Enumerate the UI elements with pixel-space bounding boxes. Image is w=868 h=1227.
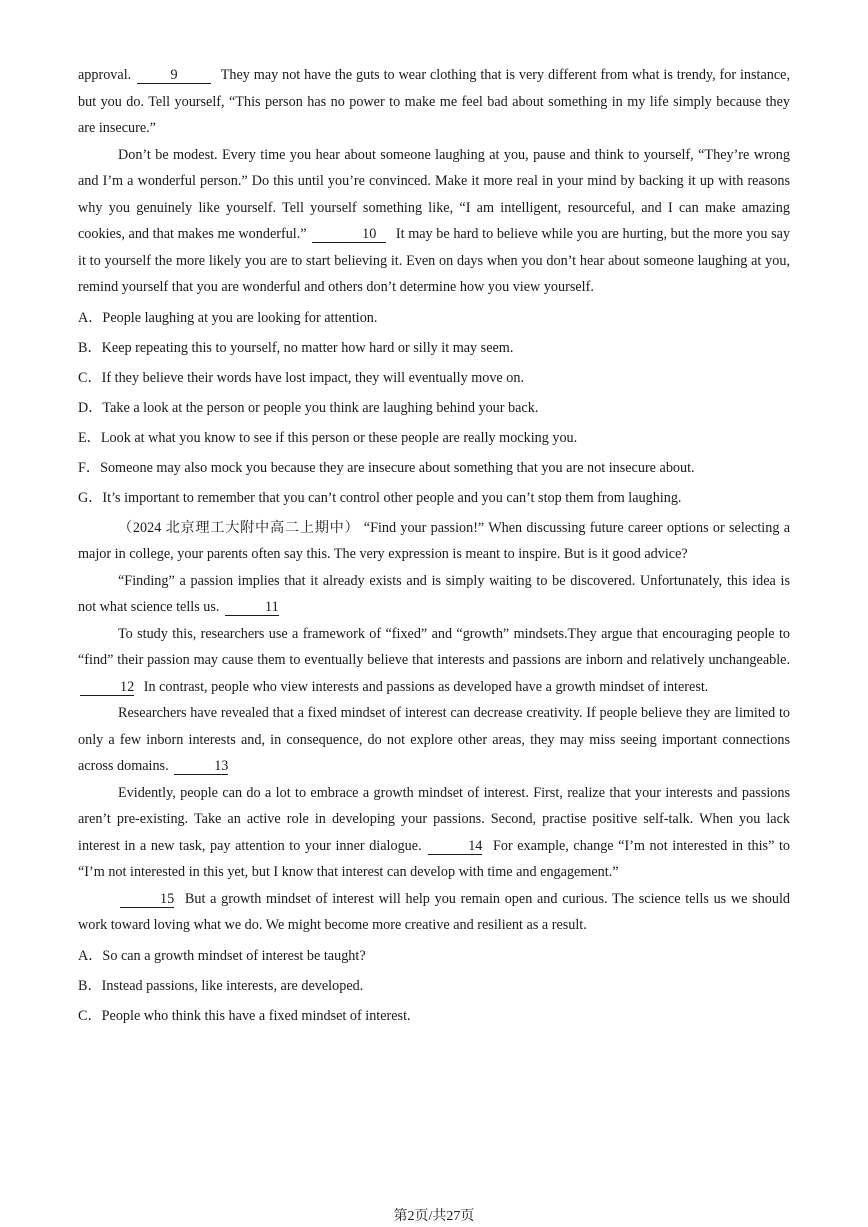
paragraph-text: But a growth mindset of interest will help you remain open and curious. The science tells us we should work toward loving what we do. We might become more creative and resilient as a result. [78,890,790,933]
paragraph-text: To study this, researchers use a framework of “fixed” and “growth” mindsets.They argue that encouraging people to “find” their passion may cause them to eventually believe that interests and passions are inborn and relatively unchangeable. [78,625,790,668]
paragraph-text: “Finding” a passion implies that it already exists and is simply waiting to be discovered. Unfortunately, this idea is not what science tells us. [78,572,790,615]
option-a: A．People laughing at you are looking for attention. [78,309,378,326]
blank-15: 15 [120,891,174,908]
blank-13: 13 [174,758,228,775]
paragraph [78,62,790,142]
option-b: B．Instead passions, like interests, are developed. [78,977,364,994]
paragraph-text: It may be hard to believe while you are hurting, but the more you say it to yourself the more likely you are to start believing it. Even on days when you don’t hear about someone laughing at you, remind yourself that you are wonderful and others don’t determine how you view yourself. [78,226,791,295]
option-f: F．Someone may also mock you because they are insecure about something that you are not insecure about. [78,459,695,476]
paragraph-text: Evidently, people can do a lot to embrace a growth mindset of interest. First, realize that your interests and passions aren’t pre-existing. Take an active role in developing your passions. Second, practise positive self-talk. When you lack interest in a new task, pay attention to your inner dialogue. [78,784,790,854]
paragraph-text: Researchers have revealed that a fixed mindset of interest can decrease creativity. If people believe they are limited to only a few inborn interests and, in consequence, do not explore other areas, they may miss seeing important connections across domains. [78,705,790,774]
paragraph [78,886,790,939]
paragraph-text: In contrast, people who view interests and passions as developed have a growth mindset of interest. [143,678,709,695]
paragraph [78,700,790,780]
option-c: C．People who think this have a fixed mindset of interest. [78,1007,411,1024]
blank-10: 10 [312,226,386,243]
paragraph-text: Don’t be modest. Every time you hear about someone laughing at you, pause and think to yourself, “They’re wrong and I’m a wonderful person.” Do this until you’re convinced. Make it more real in your mind by backing it up with reasons why you genuinely like yourself. Tell yourself something like, “I am intelligent, resourceful, and I can make amazing cookies, and that makes me wonderful.” [78,146,790,242]
paragraph-text: They may not have the guts to wear clothing that is very different from what is trendy, for instance, but you do. Tell yourself, “This person has no power to make me feel bad about something in my life simply because they are insecure.” [78,67,790,136]
option-d: D．Take a look at the person or people you think are laughing behind your back. [78,399,539,416]
paragraph [78,142,790,301]
option-b: B．Keep repeating this to yourself, no matter how hard or silly it may seem. [78,339,514,356]
paragraph [78,780,790,886]
document-page [78,62,790,1031]
blank-11: 11 [225,599,279,616]
paragraph [78,568,790,621]
options-list-2 [78,941,790,1031]
question-source: （2024 北京理工大附中高二上期中） [118,519,360,536]
paragraph-text: For example, change “I’m not interested in this” to “I’m not interested in this yet, but I know that interest can develop with time and engagement.” [78,837,790,880]
blank-14: 14 [428,838,482,855]
blank-12: 12 [80,679,134,696]
page-number: 第2页/共27页 [393,1209,475,1224]
blank-9: 9 [137,67,211,84]
paragraph [78,515,790,568]
option-e: E．Look at what you know to see if this person or these people are really mocking you. [78,429,578,446]
option-g: G．It’s important to remember that you can’t control other people and you can’t stop them from laughing. [78,489,682,506]
paragraph [78,621,790,701]
option-c: C．If they believe their words have lost impact, they will eventually move on. [78,369,525,386]
options-list-1 [78,303,790,513]
paragraph-text: “Find your passion!” When discussing future career options or selecting a major in college, your parents often say this. The very expression is meant to inspire. But is it good advice? [78,519,790,562]
option-a: A．So can a growth mindset of interest be taught? [78,947,366,964]
paragraph-text: approval. [78,67,132,83]
